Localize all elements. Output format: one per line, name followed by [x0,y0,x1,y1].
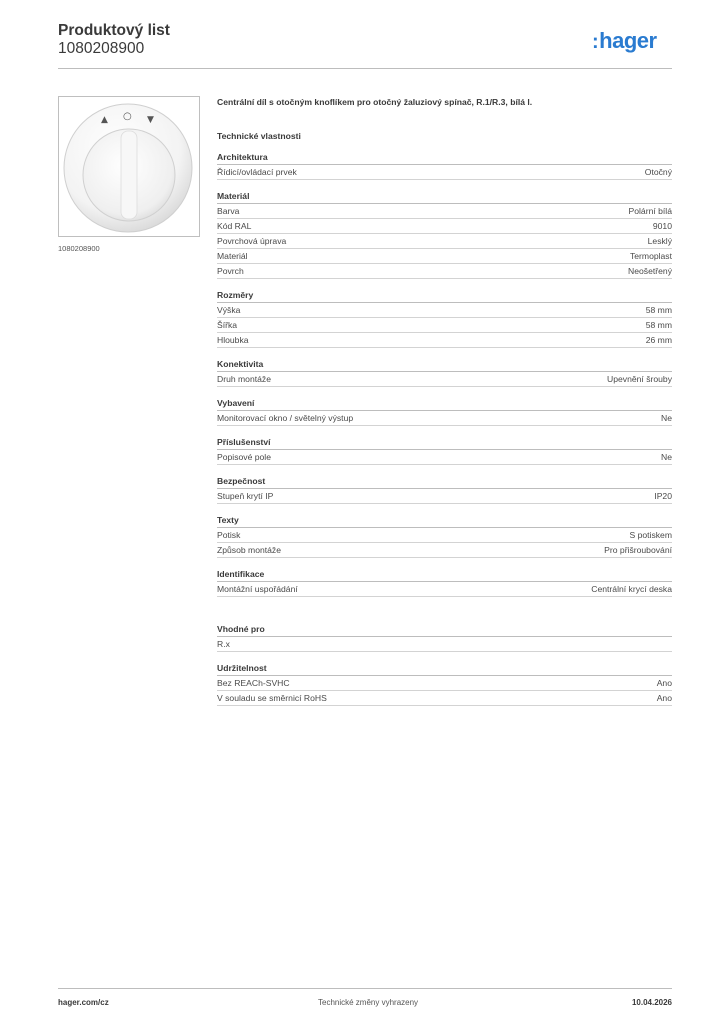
section-title: Materiál [217,190,672,204]
section-title: Vybavení [217,397,672,411]
rotary-knob-illustration [59,97,199,236]
spec-label: Stupeň krytí IP [217,491,274,501]
spec-row [217,691,672,706]
spec-label: Šířka [217,320,238,330]
spec-value: 58 mm [645,305,672,315]
spec-row [217,528,672,543]
section-title: Texty [217,514,672,528]
spec-label: Kód RAL [217,221,252,231]
spec-label: Hloubka [217,335,249,345]
spec-value: Pro přišroubování [604,545,672,555]
spec-value: Ano [656,678,672,688]
image-caption: 1080208900 [58,244,100,253]
spec-section [217,358,672,387]
spec-label: Monitorovací okno / světelný výstup [217,413,354,423]
spec-row [217,489,672,504]
spec-row [217,249,672,264]
spec-value: 58 mm [645,320,672,330]
spec-section [217,568,672,597]
spec-value: Termoplast [629,251,672,261]
spec-value: Ano [656,693,672,703]
spec-section [217,151,672,180]
spec-label: V souladu se směrnicí RoHS [217,693,327,703]
spec-value: Otočný [644,167,672,177]
section-title: Bezpečnost [217,475,672,489]
spec-row [217,303,672,318]
spec-section [217,289,672,348]
logo-text: hager [599,28,657,53]
spec-section [217,190,672,279]
spec-row [217,204,672,219]
section-title: Architektura [217,151,672,165]
spec-label: Druh montáže [217,374,271,384]
up-arrow-icon: ▲ [101,115,108,125]
footer-divider [58,988,672,989]
spec-value: 26 mm [645,335,672,345]
spec-label: Způsob montáže [217,545,282,555]
spec-value: Lesklý [647,236,672,246]
spec-value: IP20 [654,491,672,501]
spec-sections [217,151,672,706]
section-title: Vhodné pro [217,623,672,637]
product-description: Centrální díl s otočným knoflíkem pro otočný žaluziový spínač, R.1/R.3, bílá l. [217,97,533,107]
spec-section [217,623,672,652]
spec-row [217,333,672,348]
spec-section [217,397,672,426]
spec-row [217,582,672,597]
spec-value: 9010 [652,221,672,231]
spec-value: Neošetřený [628,266,672,276]
spec-row [217,234,672,249]
hager-logo [592,29,657,54]
spec-content [217,96,672,716]
spec-section [217,514,672,558]
spec-label: Popisové pole [217,452,271,462]
spec-row [217,411,672,426]
spec-value: Ne [661,452,672,462]
spec-label: Materiál [217,251,248,261]
spec-row [217,543,672,558]
spec-row [217,372,672,387]
product-number: 1080208900 [58,40,145,57]
spec-value: Centrální krycí deska [591,584,672,594]
spec-value: Ne [661,413,672,423]
spec-label: Povrch [217,266,244,276]
spec-label: Barva [217,206,240,216]
spec-value: Upevnění šrouby [607,374,672,384]
spec-label: Bez REACh-SVHC [217,678,290,688]
footer-notice: Technické změny vyhrazeny [318,998,419,1007]
tech-properties-title: Technické vlastnosti [217,131,301,141]
spec-label: Potisk [217,530,241,540]
down-arrow-icon: ▼ [147,115,154,125]
spec-row [217,450,672,465]
spec-label: R.x [217,639,230,649]
header-divider [58,68,672,69]
footer-date: 10.04.2026 [631,998,672,1007]
spec-row [217,219,672,234]
spec-value: S potiskem [629,530,672,540]
spec-label: Povrchová úprava [217,236,287,246]
page-title: Produktový list [58,22,170,39]
spec-row [217,637,672,652]
spec-label: Řídicí/ovládací prvek [217,167,297,177]
spec-section [217,436,672,465]
product-image [58,96,200,237]
spec-value: Polární bílá [628,206,672,216]
footer-website: hager.com/cz [58,998,109,1007]
logo-colon-icon: : [592,31,599,53]
section-title: Rozměry [217,289,672,303]
section-title: Příslušenství [217,436,672,450]
knob-grip [121,131,137,219]
spec-row [217,165,672,180]
spec-section [217,475,672,504]
spec-label: Výška [217,305,241,315]
spec-row [217,676,672,691]
spec-row [217,264,672,279]
spec-row [217,318,672,333]
section-title: Udržitelnost [217,662,672,676]
stop-circle-icon: ○ [123,111,132,122]
section-title: Identifikace [217,568,672,582]
spec-label: Montážní uspořádání [217,584,298,594]
spec-section [217,662,672,706]
section-title: Konektivita [217,358,672,372]
